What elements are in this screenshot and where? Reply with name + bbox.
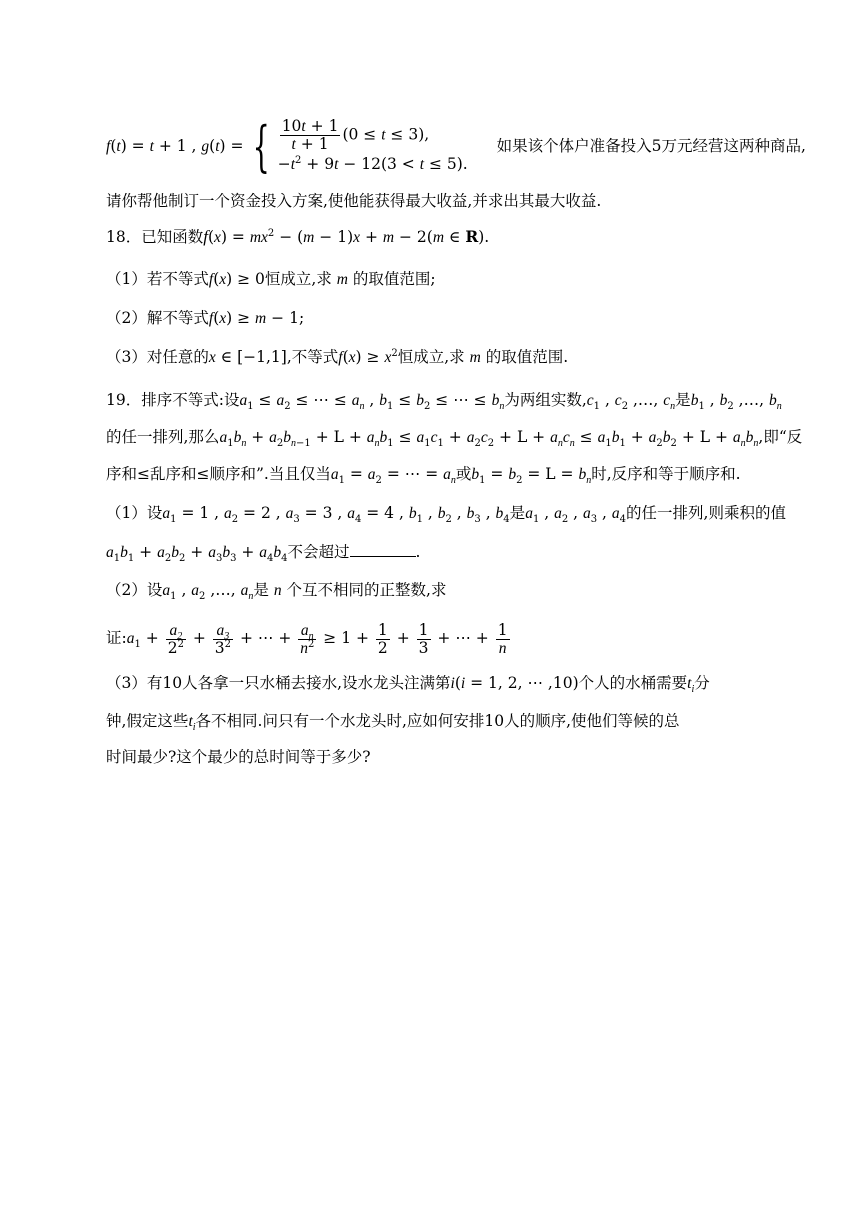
p19-q3-line3: 时间最少?这个最少的总时间等于多少? (106, 748, 371, 766)
p17-intro-text: 如果该个体户准备投入5万元经营这两种商品, (496, 137, 806, 155)
p18-q2: （2）解不等式f(x) ≥ m − 1; (106, 309, 305, 327)
p18-q1: （1）若不等式f(x) ≥ 0恒成立,求 m 的取值范围; (106, 270, 436, 288)
p19-q3-line2: 钟,假定这些$t_i$各不相同.问只有一个水龙头时,应如何安排10人的顺序,使他们等候的总 (106, 712, 680, 734)
p19-stem: 19．排序不等式:设$a_1 \le a_2$ ≤ ⋯ ≤ $a_n$ , $b_1 \le b_2$ ≤ ⋯ ≤ $b_n$为两组实数$,c_1$ , $c_2$ ,…, $c_n$是$b_1$ , $b_2$ ,…, $b_n$ (106, 391, 782, 413)
p19-q1-line1: （1）设$a_1 = 1$ , $a_2 = 2$ , $a_3 = 3$ , $a_4 = 4$ , $b_1$ , $b_2$ , $b_3$ , $b_4$是$a_1$ , $a_2$ , $a_3$ , $a_4$的任一排列,则乘积的值 (106, 504, 786, 526)
p18-number: 18． (106, 228, 142, 246)
p17-line2: 请你帮他制订一个资金投入方案,使他能获得最大收益,并求出其最大收益. (106, 192, 602, 210)
answer-blank[interactable] (350, 542, 416, 557)
p18-stem: 18．已知函数$f(x) = mx^2 - (m - 1)x + m - 2(m$ ∈ R). (106, 227, 490, 246)
p19-q3-line1: （3）有10人各拿一只水桶去接水,设水龙头注满第i(i = 1, 2, ⋯ ,10)个人的水桶需要$t_i$分 (106, 674, 710, 696)
p17-function-definitions: f(t) = t + 1 , g(t) = { $\frac{10t + 1}{t + 1}$ (0 ≤ t ≤ 3), $-t^2 + 9t - 12(3 < t \le 5)$. 如果该个体户准备投入5万元经营这两种商品, (106, 115, 806, 178)
p19-q2-line1: （2）设$a_1$ , $a_2$ ,…, $a_n$是 n 个互不相同的正整数,求 (106, 581, 447, 603)
p19-line3: 序和≤乱序和≤顺序和”.当且仅当$a_1 = a_2$ = ⋯ = $a_n$或$b_1 = b_2 = L = b_n$时,反序和等于顺序和. (106, 465, 741, 487)
left-brace: { (252, 115, 271, 178)
p18-q3: （3）对任意的x ∈ [−1,1],不等式$f(x) \ge x^2$恒成立,求 m 的取值范围. (106, 347, 569, 366)
p19-q1-line2: $a_1b_1 + a_2b_2 + a_3b_3 + a_4b_4$不会超过 . (106, 543, 421, 565)
p19-line2: 的任一排列,那么$a_1b_n + a_2b_{n-1} + L + a_nb_1 \le a_1c_1 + a_2c_2 + L + a_nc_n \le a_1b_1 + a_2b_2 + L + a_nb_n$,即“反 (106, 428, 803, 450)
p19-q2-inequality: 证$:a_1$ + $\frac{a_2}{2^2}$ + $\frac{a_3}{3^2}$ + ⋯ + $\frac{a_n}{n^2}$ ≥ 1 + $\frac{1}{2}$ + $\frac{1}{3}$ + ⋯ + $\frac{1}{n}$ (106, 620, 508, 657)
piecewise-cases: $\frac{10t + 1}{t + 1}$ (0 ≤ t ≤ 3), $-t^2 + 9t - 12(3 < t \le 5)$. (277, 117, 468, 173)
p19-number: 19． (106, 391, 142, 409)
